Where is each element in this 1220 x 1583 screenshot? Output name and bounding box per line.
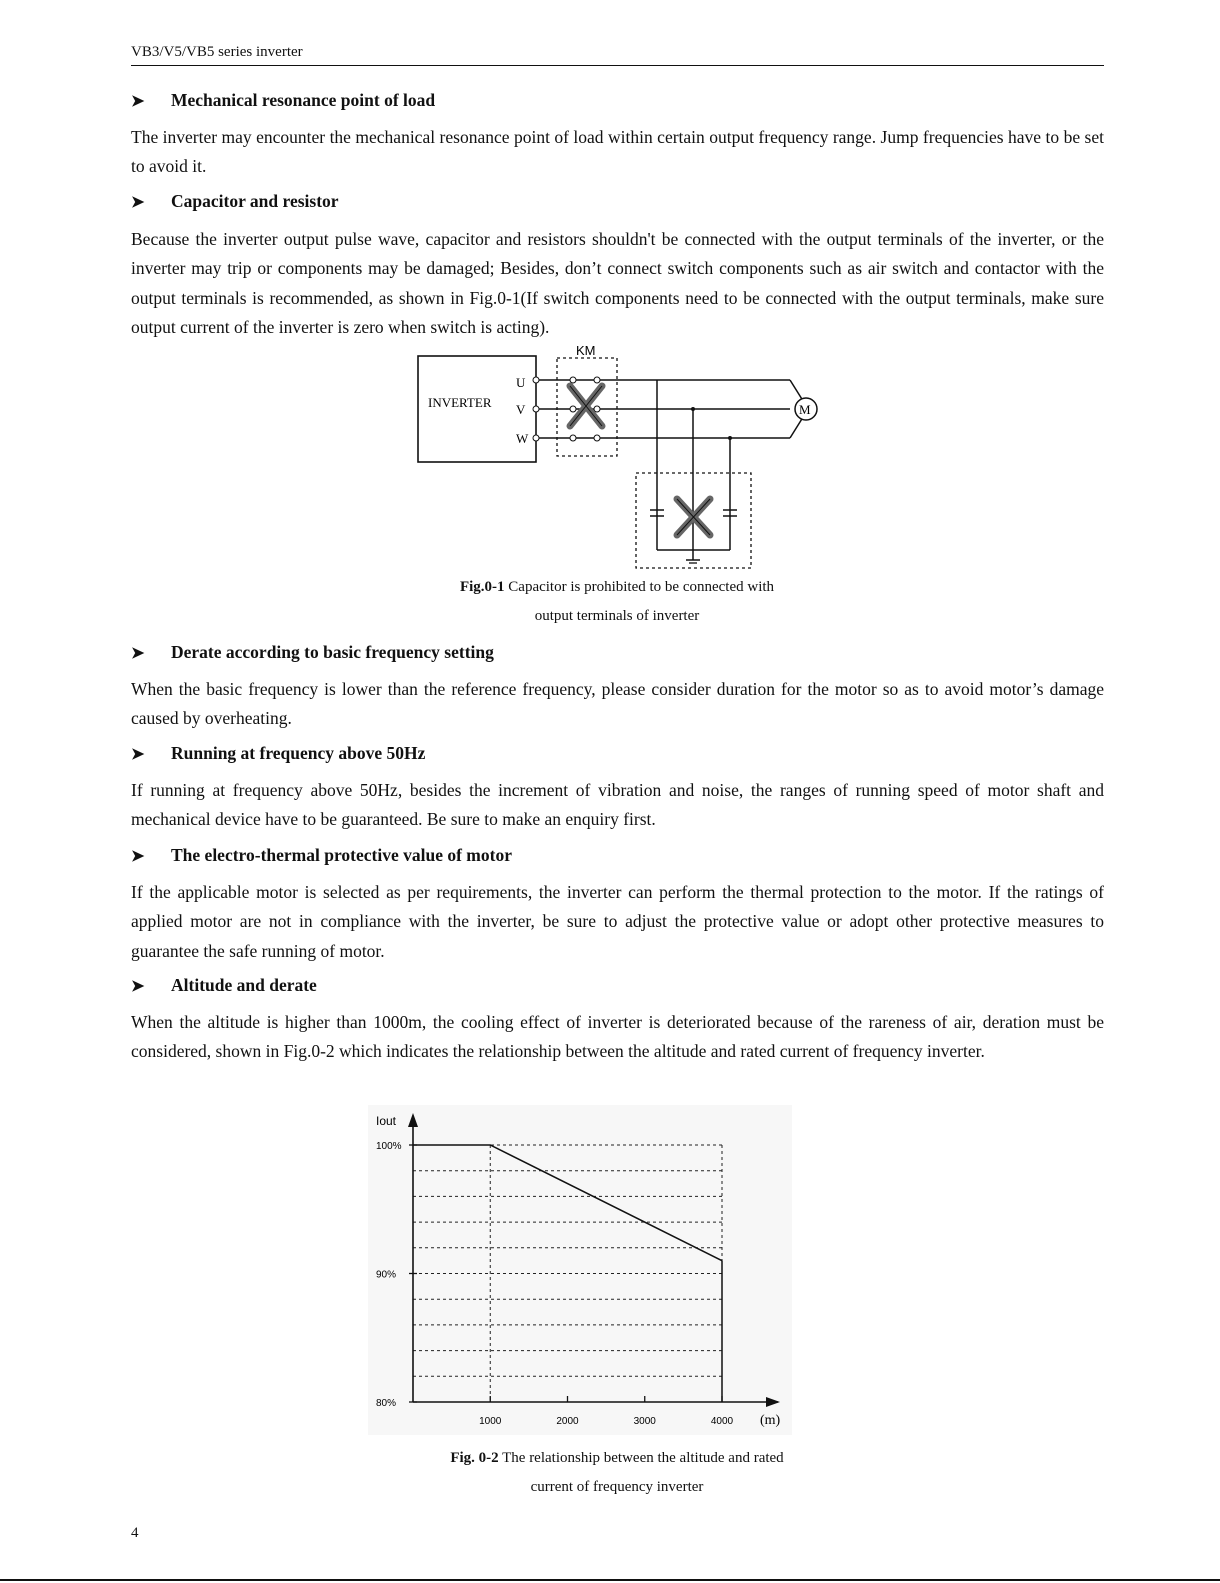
fig2-caption-label: Fig. 0-2 (450, 1450, 499, 1466)
series-line (413, 1145, 722, 1261)
section-title: Derate according to basic frequency setting (171, 642, 494, 662)
section-title: The electro-thermal protective value of motor (171, 845, 512, 865)
fig1-circuit-diagram (410, 342, 830, 574)
terminal-u-label: U (516, 375, 526, 390)
fig2-caption-line2: current of frequency inverter (530, 1479, 704, 1495)
section-title: Capacitor and resistor (171, 191, 339, 211)
y-tick-label: 90% (376, 1269, 397, 1281)
terminal-w-label: W (516, 431, 529, 446)
header-rule (131, 65, 1104, 66)
section-body-thermal: If the applicable motor is selected as per requirements, the inverter can perform the thermal protection to the motor. If the ratings of applied motor are not in compliance with the inverter, be sure to adjust the protective value or adopt other protective measures to guarantee the safe running of motor. (131, 882, 1104, 961)
inverter-label: INVERTER (428, 395, 492, 410)
page-number: 4 (131, 1525, 139, 1541)
section-body-resonance: The inverter may encounter the mechanical resonance point of load within certain output frequency range. Jump frequencies have to be set to avoid it. (131, 127, 1104, 177)
arrow-bullet-icon: ➤ (131, 745, 145, 763)
km-label: KM (576, 343, 596, 358)
motor-label: M (799, 402, 811, 417)
bottom-rule (0, 1579, 1220, 1581)
x-tick-label: 2000 (556, 1416, 579, 1427)
y-tick-label: 80% (376, 1398, 397, 1409)
section-title: Altitude and derate (171, 975, 317, 995)
arrow-bullet-icon: ➤ (131, 977, 145, 995)
x-tick-label: 3000 (633, 1416, 656, 1427)
fig2-caption-text: The relationship between the altitude and rated (498, 1450, 784, 1466)
arrow-bullet-icon: ➤ (131, 193, 145, 211)
section-body-altitude: When the altitude is higher than 1000m, the cooling effect of inverter is deteriorated because of the rareness of air, deration must be considered, shown in Fig.0-2 which indicates the relationship between the altitude and rated current of frequency inverter. (131, 1012, 1104, 1062)
section-title: Mechanical resonance point of load (171, 90, 436, 110)
x-axis-label: (m) (760, 1413, 781, 1428)
arrow-bullet-icon: ➤ (131, 847, 145, 865)
arrow-bullet-icon: ➤ (131, 644, 145, 662)
x-tick-label: 4000 (710, 1416, 734, 1427)
section-heading-thermal (131, 845, 512, 866)
fig1-caption-text: Capacitor is prohibited to be connected with (504, 579, 775, 595)
section-heading-derate (131, 642, 494, 663)
section-heading-resonance (131, 90, 435, 111)
running-header: VB3/V5/VB5 series inverter (131, 44, 303, 60)
y-tick-label: 100% (376, 1141, 402, 1152)
fig1-caption-label: Fig.0-1 (459, 579, 505, 595)
arrow-bullet-icon: ➤ (131, 92, 145, 110)
x-tick-label: 1000 (479, 1416, 502, 1427)
fig1-caption-line2: output terminals of inverter (534, 608, 700, 624)
terminal-v-label: V (516, 402, 526, 417)
y-axis-label: Iout (376, 1114, 397, 1128)
section-body-50hz: If running at frequency above 50Hz, besides the increment of vibration and noise, the ranges of running speed of motor shaft and mechanical device have to be guaranteed. Be sure to make an enquiry first. (131, 780, 1104, 830)
y-axis-arrow-icon (408, 1113, 418, 1127)
section-heading-altitude (131, 975, 317, 996)
section-heading-50hz (131, 743, 425, 764)
x-axis-arrow-icon (766, 1397, 780, 1407)
fig2-caption (360, 1444, 874, 1502)
section-body-derate: When the basic frequency is lower than the reference frequency, please consider duration for the motor so as to avoid motor’s damage caused by overheating. (131, 679, 1104, 729)
section-body-capacitor: Because the inverter output pulse wave, capacitor and resistors shouldn't be connected with the output terminals of the inverter, or the inverter may trip or components may be damaged; Besides, don’t connect switch components such as air switch and contactor with the output terminals is recommended, as shown in Fig.0-1(If switch components need to be connected with the output terminals, make sure output current of the inverter is zero when switch is acting). (131, 229, 1104, 337)
fig2-altitude-chart (368, 1105, 792, 1435)
section-heading-capacitor (131, 191, 339, 212)
section-title: Running at frequency above 50Hz (171, 743, 426, 763)
fig1-caption (360, 573, 874, 631)
